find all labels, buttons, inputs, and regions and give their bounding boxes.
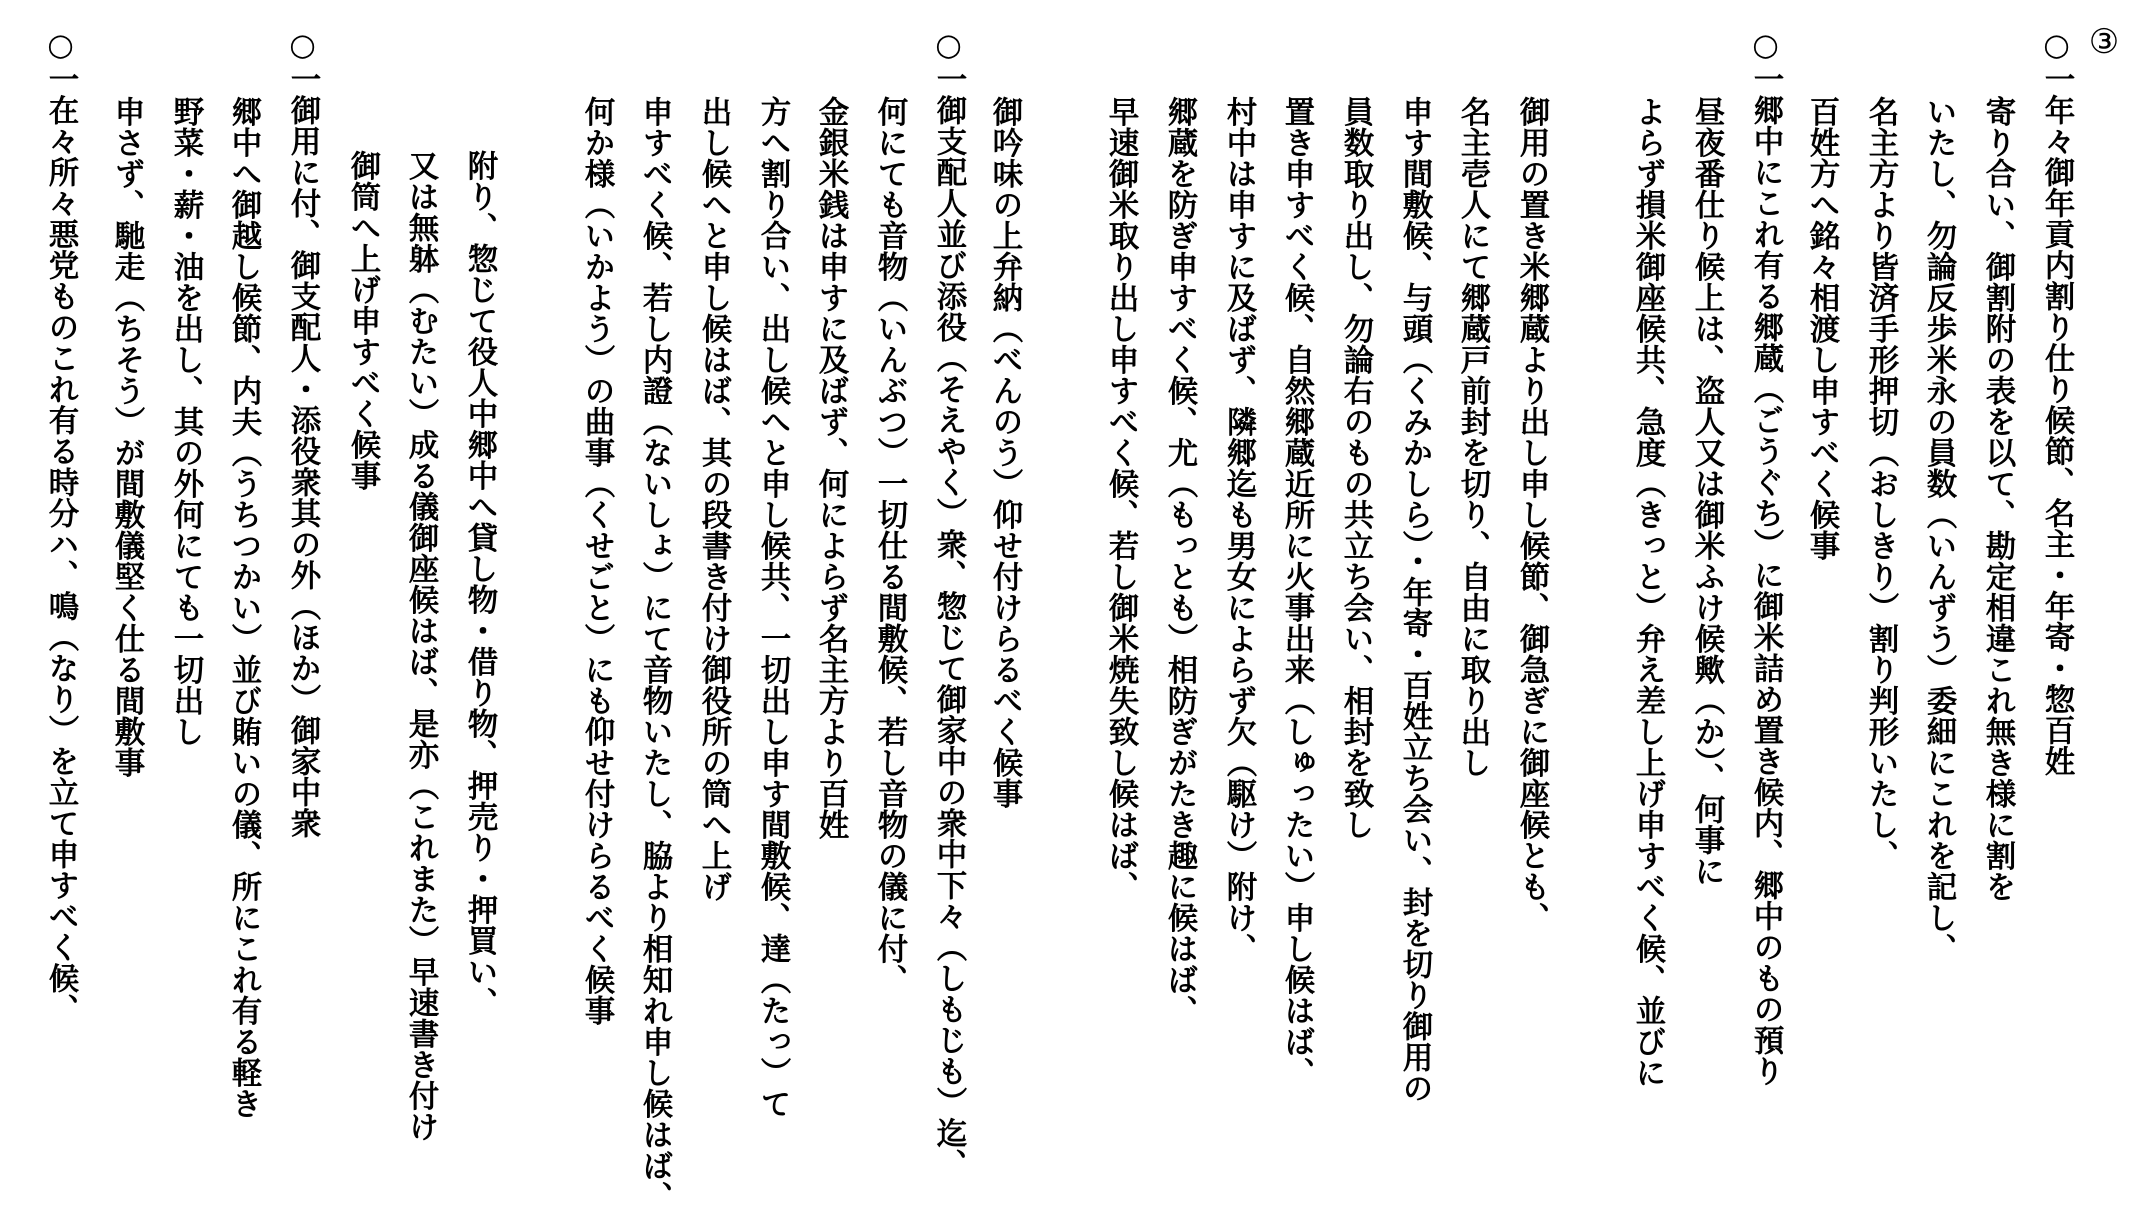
text-column-30: 野菜・薪・油を出し、其の外何にても一切出し [168, 96, 203, 747]
text-column-22: 出し候へと申し候はば、其の段書き付け御役所の筒へ上げ [696, 96, 731, 902]
text-column-1: ○一年々御年貢内割り仕り候節、名主・年寄・惣百姓 [2039, 28, 2074, 777]
text-column-12: 員数取り出し、勿論右のもの共立ち会い、相封を致し [1338, 96, 1373, 840]
text-column-32: ○一在々所々悪党ものこれ有る時分ハ、鳴（なり）を立て申すべく候、 [43, 28, 78, 1025]
text-column-10: 名主壱人にて郷蔵戸前封を切り、自由に取り出し [1455, 96, 1490, 778]
text-column-23: 申すべく候、若し内證（ないしょ）にて音物いたし、脇より相知れ申し候はば、 [637, 96, 672, 1212]
text-column-6: ○一郷中にこれ有る郷蔵（ごうぐち）に御米詰め置き候内、郷中のもの預り [1748, 28, 1783, 1087]
text-column-7: 昼夜番仕り候上は、盗人又は御米ふけ候歟（か）、何事に [1689, 96, 1724, 887]
text-column-3: いたし、勿論反歩米永の員数（いんずう）委細にこれを記し、 [1921, 96, 1956, 964]
text-column-15: 郷蔵を防ぎ申すべく候、尤（もっとも）相防ぎがたき趣に候はば、 [1162, 96, 1197, 1026]
text-column-9: 御用の置き米郷蔵より出し申し候節、御急ぎに御座候とも、 [1514, 96, 1549, 933]
text-column-2: 寄り合い、御割附の表を以て、勘定相違これ無き様に割を [1980, 96, 2015, 902]
section-number-mark: ③ [2088, 22, 2120, 62]
text-column-14: 村中は申すに及ばず、隣郷迄も男女によらず欠（駆け）附け、 [1221, 96, 1256, 964]
text-column-31: 申さず、馳走（ちそう）が間敷儀堅く仕る間敷事 [109, 96, 144, 778]
text-column-5: 百姓方へ銘々相渡し申すべく候事 [1804, 96, 1839, 561]
text-column-16: 早速御米取り出し申すべく候、若し御米焼失致し候はば、 [1103, 96, 1138, 902]
text-column-24: 何か様（いかよう）の曲事（くせごと）にも仰せ付けらるべく候事 [579, 96, 614, 1026]
text-column-19: 何にても音物（いんぶつ）一切仕る間敷候、若し音物の儀に付、 [872, 96, 907, 995]
text-column-8: よらず損米御座候共、急度（きっと）弁え差し上げ申すべく候、並びに [1630, 96, 1665, 1088]
text-column-11: 申す間敷候、与頭（くみかしら）・年寄・百姓立ち会い、封を切り御用の [1397, 96, 1432, 1104]
text-column-21: 方へ割り合い、出し候へと申し候共、一切出し申す間敷候、達（たっ）て [755, 96, 790, 1119]
text-column-29: 郷中へ御越し候節、内夫（うちつかい）並び賄いの儀、所にこれ有る軽き [226, 96, 261, 1119]
text-column-27: 御筒へ上げ申すべく候事 [345, 150, 380, 491]
text-column-28: ○一御用に付、御支配人・添役衆其の外（ほか）御家中衆 [285, 28, 320, 839]
text-column-4: 名主方より皆済手形押切（おしきり）割り判形いたし、 [1863, 96, 1898, 871]
text-column-25: 附り、惣じて役人中郷中へ貸し物・借り物、押売り・押買い、 [462, 150, 497, 1018]
text-column-20: 金銀米銭は申すに及ばず、何によらず名主方より百姓 [813, 96, 848, 840]
text-column-26: 又は無躰（むたい）成る儀御座候はば、是亦（これまた）早速書き付け [403, 150, 438, 1142]
text-column-17: 御吟味の上弁納（べんのう）仰せ付けらるべく候事 [987, 96, 1022, 809]
text-column-13: 置き申すべく候、自然郷蔵近所に火事出来（しゅったい）申し候はば、 [1279, 96, 1314, 1088]
text-column-18: ○一御支配人並び添役（そえやく）衆、惣じて御家中の衆中下々（しもじも）迄、 [931, 28, 966, 1180]
